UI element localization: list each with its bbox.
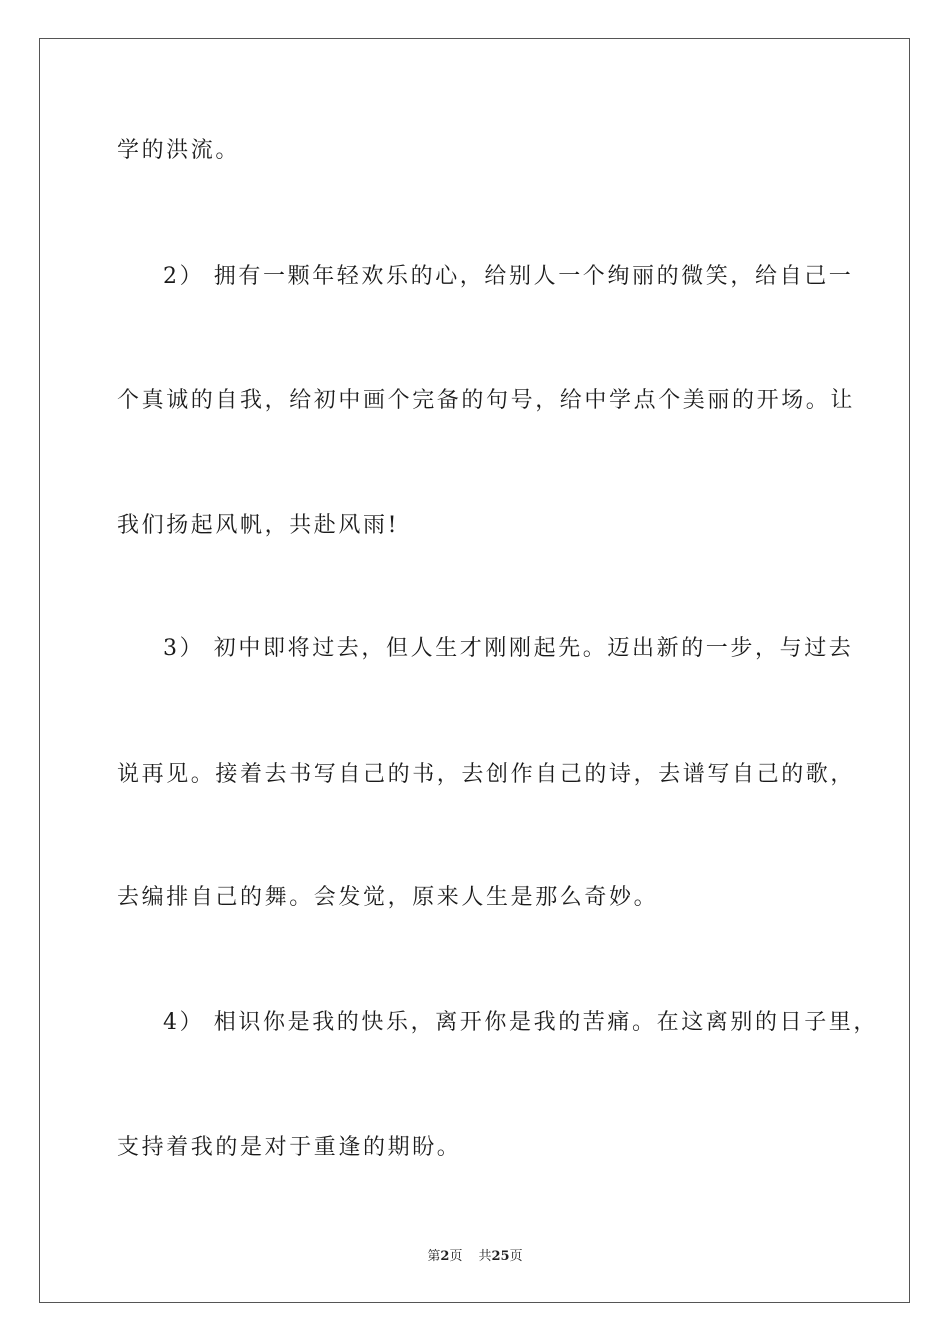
total-suffix: 页 xyxy=(509,1249,523,1264)
page-suffix: 页 xyxy=(449,1249,463,1264)
text-line-2: 2） 拥有一颗年轻欢乐的心，给别人一个绚丽的微笑，给自己一 xyxy=(163,264,854,289)
page-prefix: 第 xyxy=(427,1249,441,1264)
text-line-9: 支持着我的是对于重逢的期盼。 xyxy=(117,1135,462,1160)
total-pages: 25 xyxy=(491,1249,510,1264)
total-prefix: 共 xyxy=(478,1249,492,1264)
page-footer xyxy=(0,1245,950,1264)
text-line-7: 去编排自己的舞。会发觉，原来人生是那么奇妙。 xyxy=(117,885,659,910)
page-number: 2 xyxy=(440,1249,450,1264)
page-border xyxy=(39,38,910,1303)
text-line-3: 个真诚的自我，给初中画个完备的句号，给中学点个美丽的开场。让 xyxy=(117,388,856,413)
text-line-5: 3） 初中即将过去，但人生才刚刚起先。迈出新的一步，与过去 xyxy=(163,636,854,661)
text-line-1: 学的洪流。 xyxy=(117,138,241,163)
text-line-8: 4） 相识你是我的快乐，离开你是我的苦痛。在这离别的日子里， xyxy=(163,1010,878,1035)
text-line-4: 我们扬起风帆，共赴风雨! xyxy=(117,513,400,538)
text-line-6: 说再见。接着去书写自己的书，去创作自己的诗，去谱写自己的歌， xyxy=(117,762,856,787)
